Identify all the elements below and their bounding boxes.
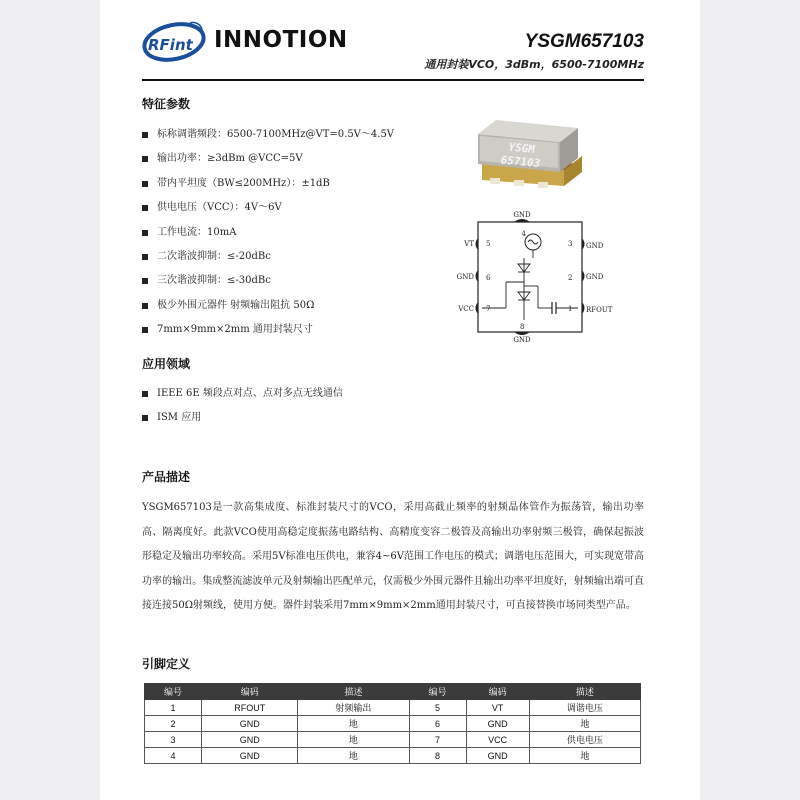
table-cell: GND [202, 748, 298, 764]
product-subtitle: 通用封装VCO，3dBm，6500-7100MHz [424, 58, 644, 71]
table-row [145, 732, 641, 748]
document-page [100, 0, 700, 800]
feature-item: 带内平坦度（BW≤200MHz）：±1dB [142, 176, 394, 200]
pin-number-7: 7 [486, 305, 491, 313]
pin-label-top-gnd: GND [513, 211, 531, 219]
pin-label-vt: VT [464, 240, 474, 248]
pin-label-gnd-2: GND [586, 273, 604, 281]
table-cell: 7 [409, 732, 466, 748]
table-cell: GND [202, 732, 298, 748]
table-cell: 调谐电压 [529, 700, 640, 716]
table-cell: 地 [298, 748, 409, 764]
table-cell: 供电电压 [529, 732, 640, 748]
table-cell: GND [466, 748, 529, 764]
company-name: INNOTION [214, 27, 348, 53]
pin-number-8: 8 [520, 323, 525, 331]
header-cell: 编号 [409, 684, 466, 700]
feature-item: 供电电压（VCC）：4V～6V [142, 200, 394, 224]
description-title: 产品描述 [142, 470, 191, 484]
pin-number-1: 1 [568, 305, 573, 313]
pin-label-rfout: RFOUT [586, 306, 613, 314]
model-number: YSGM657103 [524, 31, 644, 52]
pin-label-gnd-3: GND [586, 242, 604, 250]
table-row [145, 700, 641, 716]
feature-item: 输出功率：≥3dBm @VCC=5V [142, 151, 394, 175]
table-cell: VCC [466, 732, 529, 748]
vco-chip-image [474, 120, 582, 194]
table-cell: 2 [145, 716, 202, 732]
table-cell: 地 [298, 732, 409, 748]
table-cell: 8 [409, 748, 466, 764]
table-cell: 射频输出 [298, 700, 409, 716]
application-item: ISM 应用 [142, 410, 343, 434]
applications-title: 应用领域 [142, 357, 191, 371]
feature-item: 极少外围元器件 射频输出阻抗 50Ω [142, 298, 394, 322]
chip-marking-line1: YSGM [506, 140, 537, 156]
pin-label-gnd-6: GND [456, 273, 474, 281]
table-cell: 3 [145, 732, 202, 748]
header-rule [142, 79, 644, 81]
pin-label-bottom-gnd: GND [513, 336, 531, 344]
table-cell: 5 [409, 700, 466, 716]
pin-number-2: 2 [568, 274, 573, 282]
features-title: 特征参数 [142, 97, 191, 111]
feature-item: 标称调谐频段：6500-7100MHz@VT=0.5V～4.5V [142, 127, 394, 151]
pin-number-5: 5 [486, 240, 491, 248]
table-cell: 6 [409, 716, 466, 732]
chip-marking-line2: 657103 [499, 153, 542, 170]
pin-number-3: 3 [568, 240, 573, 248]
feature-item: 工作电流：10mA [142, 225, 394, 249]
table-row [145, 716, 641, 732]
table-cell: 1 [145, 700, 202, 716]
table-cell: 地 [529, 716, 640, 732]
pin-number-4: 4 [521, 230, 526, 238]
application-item: IEEE 6E 频段点对点、点对多点无线通信 [142, 386, 343, 410]
applications-list [142, 386, 343, 435]
header-cell: 编码 [466, 684, 529, 700]
table-cell: 地 [298, 716, 409, 732]
features-list [142, 127, 394, 347]
description-text: YSGM657103是一款高集成度、标准封装尺寸的VCO，采用高截止频率的射频晶体管作为振荡管，输出功率高、隔离度好。此款VCO使用高稳定度振荡电路结构、高精度变容二极管及高输出功率射频三极管，确保起振波形稳定及输出功率较高。采用5V标准电压供电，兼容4~6V范围工作电压的模式；调谐电压范围大，可实现宽带高功率的输出。集成整流滤波单元及射频输出匹配单元，仅需极少外围元器件且输出功率平坦度好，射频输出端可直接连接50Ω射频线，使用方便。器件封装采用7mm×9mm×2mm通用封装尺寸，可直接替换市场同类型产品。 [142, 502, 644, 612]
header-cell: 编码 [202, 684, 298, 700]
feature-item: 7mm×9mm×2mm 通用封装尺寸 [142, 322, 394, 346]
table-cell: GND [202, 716, 298, 732]
feature-item: 二次谐波抑制：≤-20dBc [142, 249, 394, 273]
logo-mark-text: RFint [148, 36, 193, 54]
header-cell: 描述 [298, 684, 409, 700]
header-cell: 描述 [529, 684, 640, 700]
header-cell: 编号 [145, 684, 202, 700]
feature-item: 三次谐波抑制：≤-30dBc [142, 273, 394, 297]
table-header-row [145, 684, 641, 700]
table-cell: 地 [529, 748, 640, 764]
pin-definition-table [144, 683, 641, 764]
table-cell: RFOUT [202, 700, 298, 716]
pinout-diagram [456, 208, 613, 344]
table-cell: 4 [145, 748, 202, 764]
pin-number-6: 6 [486, 274, 491, 282]
table-cell: GND [466, 716, 529, 732]
pin-label-vcc: VCC [458, 305, 474, 313]
pin-definition-title: 引脚定义 [142, 657, 191, 671]
table-row [145, 748, 641, 764]
table-cell: VT [466, 700, 529, 716]
